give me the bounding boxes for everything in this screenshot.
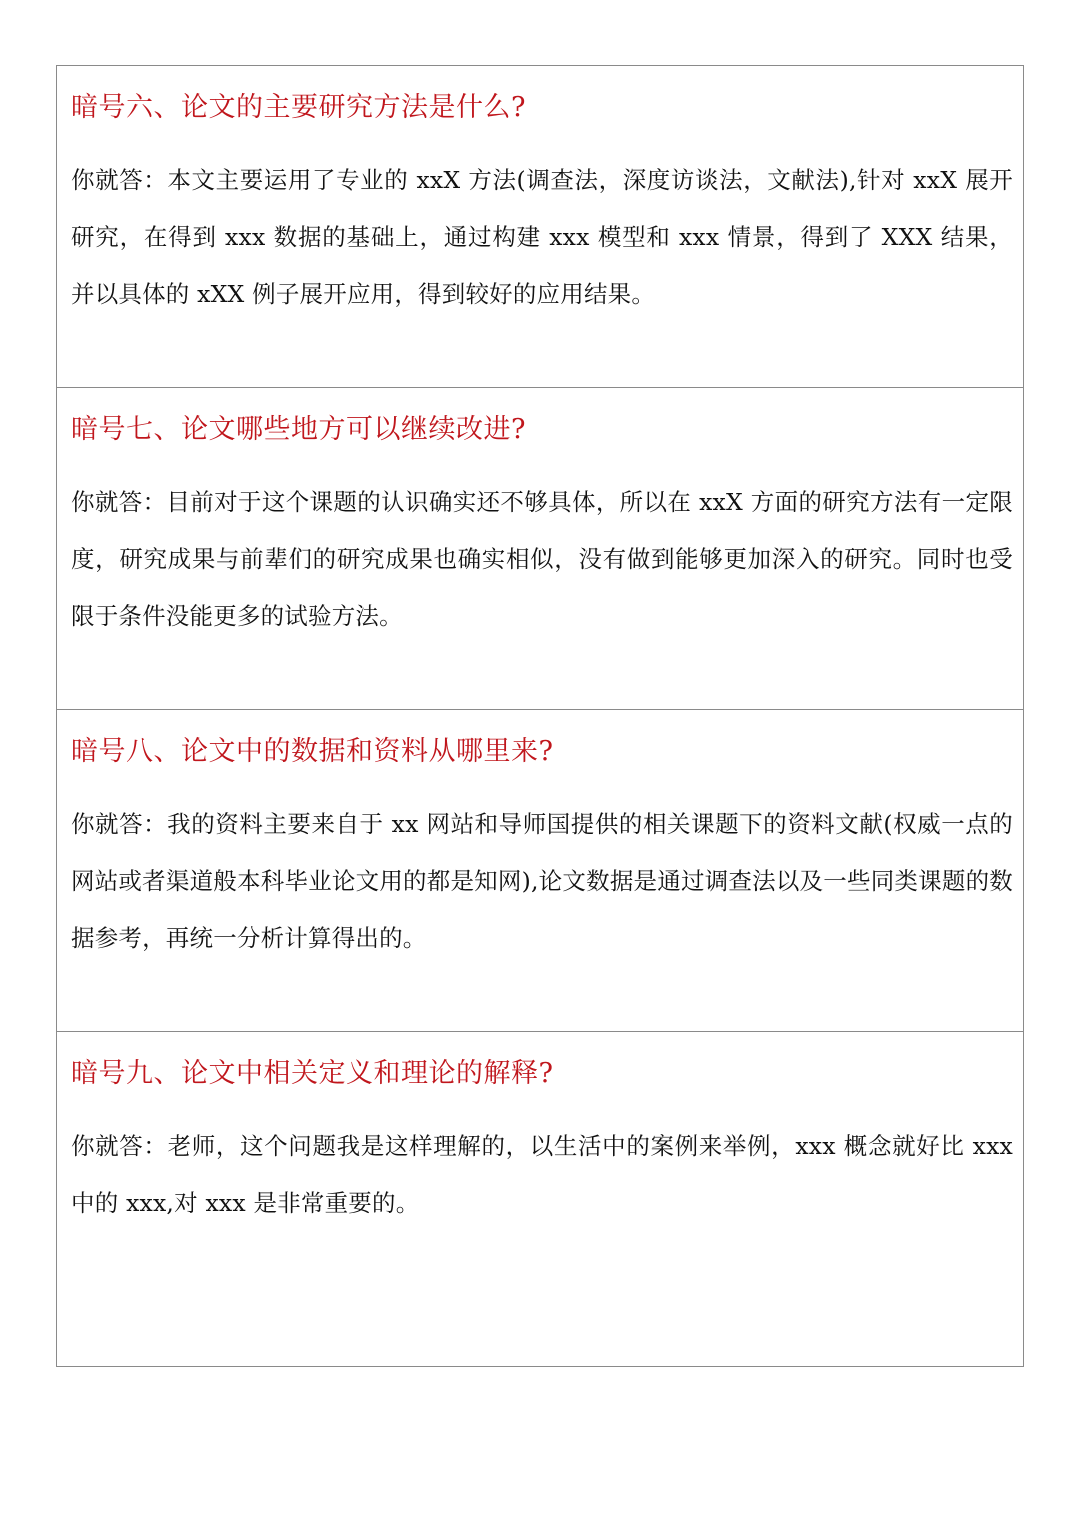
answer-text: 你就答：目前对于这个课题的认识确实还不够具体，所以在 xxX 方面的研究方法有一定限度，研究成果与前辈们的研究成果也确实相似，没有做到能够更加深入的研究。同时也受限于条件没能更多的试验方法。 <box>71 488 1013 630</box>
answer-text: 你就答：我的资料主要来自于 xx 网站和导师国提供的相关课题下的资料文献(权威一点的网站或者渠道般本科毕业论文用的都是知网),论文数据是通过调查法以及一些同类课题的数据参考，再统一分析计算得出的。 <box>71 810 1013 952</box>
qa-cell-7 <box>57 388 1023 710</box>
qa-cell-9 <box>57 1032 1023 1366</box>
question-heading: 暗号八、论文中的数据和资料从哪里来? <box>71 736 554 767</box>
question-heading: 暗号七、论文哪些地方可以继续改进? <box>71 414 526 445</box>
question-heading: 暗号六、论文的主要研究方法是什么? <box>71 92 526 123</box>
qa-table <box>56 65 1024 1367</box>
answer-text: 你就答：老师，这个问题我是这样理解的，以生活中的案例来举例，xxx 概念就好比 xxx 中的 xxx,对 xxx 是非常重要的。 <box>71 1132 1013 1217</box>
qa-cell-6 <box>57 66 1023 388</box>
question-heading: 暗号九、论文中相关定义和理论的解释? <box>71 1058 554 1089</box>
answer-text: 你就答：本文主要运用了专业的 xxX 方法(调查法，深度访谈法，文献法),针对 xxX 展开研究，在得到 xxx 数据的基础上，通过构建 xxx 模型和 xxx 情景，得到了 XXX 结果，并以具体的 xXX 例子展开应用，得到较好的应用结果。 <box>71 166 1013 308</box>
qa-cell-8 <box>57 710 1023 1032</box>
